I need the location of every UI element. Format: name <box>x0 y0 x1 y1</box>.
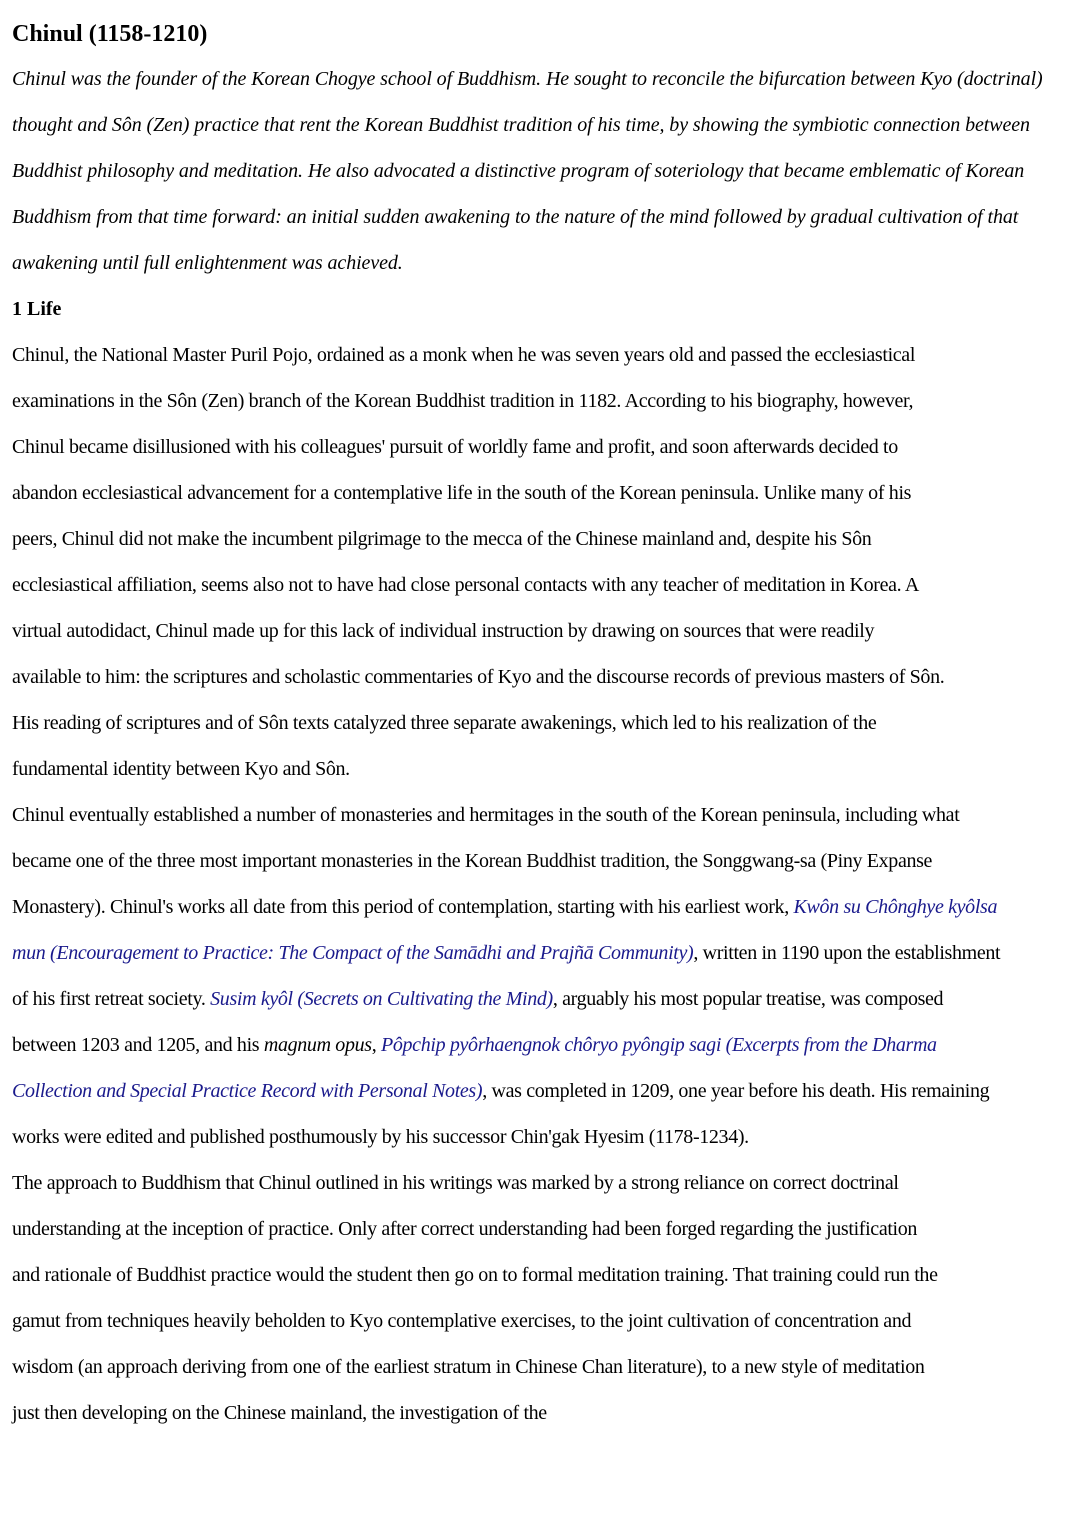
work-link-kwon-su[interactable]: Kwôn su Chônghye kyôlsa mun (Encouragement to Practice: The Compact of the Samādhi and Prajñā Community) <box>12 896 998 964</box>
text-segment: , <box>371 1034 382 1056</box>
work-link-popchip[interactable]: Pôpchip pyôrhaengnok chôryo pyôngip sagi (Excerpts from the Dharma Collection and Special Practice Record with Personal Notes) <box>12 1034 937 1102</box>
page-title: Chinul (1158-1210) <box>12 21 208 47</box>
text-segment: Chinul eventually established a number of monasteries and hermitages in the south of the Korean peninsula, including what became one of the three most important monasteries in the Korean Buddhist tradition, the Songgwang-sa (Piny Expanse Monastery). Chinul's works all date from this period of contemplation, starting with his earliest work, <box>12 804 960 918</box>
life-paragraph-2 <box>12 792 1002 1160</box>
emphasis-magnum-opus: magnum opus <box>263 1034 372 1056</box>
text-segment: , arguably his most popular treatise, was composed between 1203 and 1205, and his <box>12 988 944 1056</box>
abstract-paragraph: Chinul was the founder of the Korean Chogye school of Buddhism. He sought to reconcile the bifurcation between Kyo (doctrinal) thought and Sôn (Zen) practice that rent the Korean Buddhist tradition of his time, by showing the symbiotic connection between Buddhist philosophy and meditation. He also advocated a distinctive program of soteriology that became emblematic of Korean Buddhism from that time forward: an initial sudden awakening to the nature of the mind followed by gradual cultivation of that awakening until full enlightenment was achieved. <box>12 68 1043 274</box>
text-segment: , was completed in 1209, one year before his death. His remaining works were edited and published posthumously by his successor Chin'gak Hyesim (1178-1234). <box>12 1080 990 1148</box>
work-link-susim-kyol[interactable]: Susim kyôl (Secrets on Cultivating the Mind) <box>210 988 553 1010</box>
life-paragraph-3: The approach to Buddhism that Chinul outlined in his writings was marked by a strong reliance on correct doctrinal understanding at the inception of practice. Only after correct understanding had been forged regarding the justification and rationale of Buddhist practice would the student then go on to formal meditation training. That training could run the gamut from techniques heavily beholden to Kyo contemplative exercises, to the joint cultivation of concentration and wisdom (an approach deriving from one of the earliest stratum in Chinese Chan literature), to a new style of meditation just then developing on the Chinese mainland, the investigation of the <box>12 1172 938 1424</box>
section-heading-life: 1 Life <box>12 298 62 320</box>
life-paragraph-1: Chinul, the National Master Puril Pojo, ordained as a monk when he was seven years old and passed the ecclesiastical examinations in the Sôn (Zen) branch of the Korean Buddhist tradition in 1182. According to his biography, however, Chinul became disillusioned with his colleagues' pursuit of worldly fame and profit, and soon afterwards decided to abandon ecclesiastical advancement for a contemplative life in the south of the Korean peninsula. Unlike many of his peers, Chinul did not make the incumbent pilgrimage to the mecca of the Chinese mainland and, despite his Sôn ecclesiastical affiliation, seems also not to have had close personal contacts with any teacher of meditation in Korea. A virtual autodidact, Chinul made up for this lack of individual instruction by drawing on sources that were readily available to him: the scriptures and scholastic commentaries of Kyo and the discourse records of previous masters of Sôn. His reading of scriptures and of Sôn texts catalyzed three separate awakenings, which led to his realization of the fundamental identity between Kyo and Sôn. <box>12 344 945 780</box>
text-segment: , written in 1190 upon the establishment of his first retreat society. <box>12 942 1001 1010</box>
